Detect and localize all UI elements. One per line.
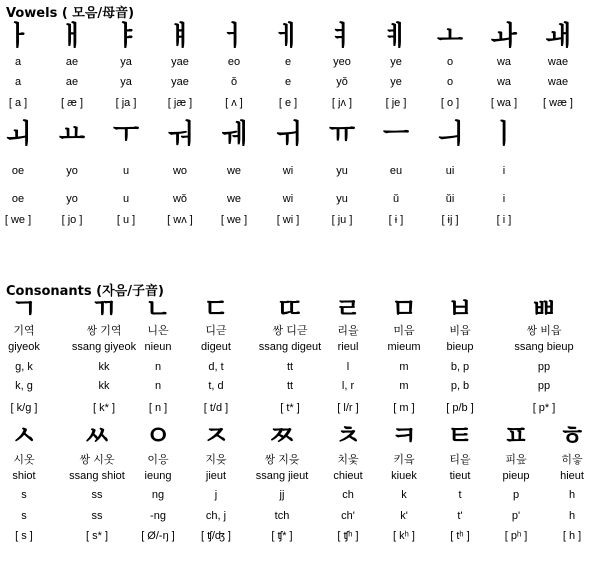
vowel-ipa: [ ɨ ] <box>388 214 404 226</box>
consonant-name-hangul: 리을 <box>337 325 359 337</box>
vowel-ipa: [ ʌ ] <box>225 97 243 109</box>
consonant-mccune-reischauer: p, b <box>450 380 470 392</box>
consonant-ipa: [ k* ] <box>92 402 116 414</box>
consonant-ipa: [ pʰ ] <box>504 530 528 542</box>
consonant-name-roman: kiuek <box>391 470 417 482</box>
consonant-name-roman: ssang digeut <box>258 341 322 353</box>
consonant-glyph: ㅇ <box>144 421 172 452</box>
vowel-glyph: ㅚ <box>4 119 32 150</box>
vowel-ipa: [ we ] <box>4 214 32 226</box>
vowel-glyph: ㅓ <box>220 21 248 52</box>
vowel-mccune-reischauer: oe <box>11 193 25 205</box>
vowel-mccune-reischauer: yŏ <box>336 76 348 88</box>
consonant-romanization: tt <box>286 361 294 373</box>
vowel-ipa: [ wʌ ] <box>167 214 193 226</box>
vowel-romanization: we <box>226 165 242 177</box>
consonant-ipa: [ n ] <box>148 402 168 414</box>
vowel-mccune-reischauer: a <box>14 76 22 88</box>
consonant-ipa: [ t* ] <box>280 402 300 414</box>
vowel-romanization: u <box>122 165 130 177</box>
vowel-mccune-reischauer: ŭ <box>392 193 400 205</box>
vowel-ipa: [ ja ] <box>115 97 137 109</box>
consonant-glyph: ㅋ <box>390 421 418 452</box>
vowel-ipa: [ wi ] <box>276 214 300 226</box>
vowel-mccune-reischauer: ya <box>120 76 132 88</box>
vowel-ipa: [ ɨj ] <box>441 214 459 226</box>
vowel-mccune-reischauer: ye <box>390 76 402 88</box>
vowel-glyph: ㅘ <box>490 21 518 52</box>
vowel-ipa: [ jo ] <box>61 214 83 226</box>
vowel-romanization: o <box>446 56 454 68</box>
vowel-glyph: ㅠ <box>328 119 356 150</box>
consonant-name-roman: bieup <box>446 341 474 353</box>
vowel-glyph: ㅜ <box>112 119 140 150</box>
consonant-mccune-reischauer: ch, j <box>205 510 227 522</box>
consonant-romanization: jj <box>279 489 285 501</box>
consonant-glyph: ㅆ <box>83 421 111 452</box>
vowel-romanization: yeo <box>333 56 351 68</box>
consonant-mccune-reischauer: m <box>399 380 409 392</box>
vowel-romanization: yo <box>66 165 78 177</box>
consonant-name-hangul: 지읒 <box>205 454 227 466</box>
vowel-romanization: ui <box>445 165 455 177</box>
consonant-name-hangul: 쌍 디귿 <box>272 325 308 337</box>
vowel-glyph: ㅕ <box>328 21 356 52</box>
consonant-name-roman: hieut <box>560 470 584 482</box>
consonant-name-hangul: 쌍 시옷 <box>79 454 115 466</box>
consonant-romanization: ng <box>151 489 165 501</box>
consonant-glyph: ㄹ <box>334 294 362 325</box>
vowel-mccune-reischauer: e <box>284 76 292 88</box>
consonant-ipa: [ kʰ ] <box>393 530 415 542</box>
vowel-glyph: ㅟ <box>274 119 302 150</box>
vowel-romanization: wae <box>547 56 569 68</box>
consonant-mccune-reischauer: kk <box>98 380 110 392</box>
consonant-name-roman: tieut <box>449 470 471 482</box>
consonant-mccune-reischauer: tt <box>286 380 294 392</box>
vowel-glyph: ㅙ <box>544 21 572 52</box>
consonant-romanization: kk <box>98 361 110 373</box>
vowel-romanization: i <box>502 165 506 177</box>
consonant-name-hangul: 미음 <box>393 325 415 337</box>
vowel-glyph: ㅣ <box>490 119 518 150</box>
consonant-ipa: [ p* ] <box>532 402 556 414</box>
consonant-name-hangul: 치읓 <box>337 454 359 466</box>
consonant-glyph: ㅍ <box>502 421 530 452</box>
consonant-romanization: h <box>568 489 576 501</box>
vowel-romanization: a <box>14 56 22 68</box>
consonant-romanization: d, t <box>208 361 224 373</box>
consonant-romanization: m <box>399 361 409 373</box>
consonant-name-hangul: 쌍 비읍 <box>526 325 562 337</box>
consonant-name-hangul: 키읔 <box>393 454 415 466</box>
vowel-ipa: [ jæ ] <box>167 97 193 109</box>
consonant-mccune-reischauer: t' <box>457 510 463 522</box>
consonant-ipa: [ s* ] <box>85 530 109 542</box>
vowel-glyph: ㅐ <box>58 21 86 52</box>
vowel-romanization: ya <box>120 56 132 68</box>
vowel-ipa: [ wæ ] <box>543 97 573 109</box>
consonant-ipa: [ p/b ] <box>446 402 474 414</box>
vowel-mccune-reischauer: yo <box>66 193 78 205</box>
vowel-ipa: [ e ] <box>278 97 298 109</box>
consonant-romanization: b, p <box>450 361 470 373</box>
consonant-glyph: ㄱ <box>10 294 38 325</box>
consonant-mccune-reischauer: p' <box>511 510 521 522</box>
consonant-name-hangul: 히읗 <box>561 454 583 466</box>
consonant-name-roman: giyeok <box>8 341 40 353</box>
consonant-ipa: [ ʧ/ʤ ] <box>201 530 231 542</box>
consonant-name-roman: jieut <box>205 470 227 482</box>
consonant-glyph: ㄷ <box>202 294 230 325</box>
consonant-glyph: ㅉ <box>268 421 296 452</box>
consonant-mccune-reischauer: k, g <box>15 380 33 392</box>
vowel-mccune-reischauer: ŭi <box>445 193 455 205</box>
vowel-glyph: ㅗ <box>436 21 464 52</box>
vowel-glyph: ㅔ <box>274 21 302 52</box>
consonant-mccune-reischauer: t, d <box>208 380 224 392</box>
consonant-mccune-reischauer: n <box>154 380 162 392</box>
vowel-mccune-reischauer: ae <box>65 76 79 88</box>
vowel-ipa: [ we ] <box>220 214 248 226</box>
consonant-glyph: ㄲ <box>90 294 118 325</box>
consonant-ipa: [ t/d ] <box>203 402 229 414</box>
consonant-glyph: ㅊ <box>334 421 362 452</box>
vowel-mccune-reischauer: ŏ <box>230 76 238 88</box>
consonant-romanization: g, k <box>15 361 33 373</box>
consonant-romanization: ss <box>91 489 103 501</box>
consonant-name-hangul: 쌍 지읒 <box>264 454 300 466</box>
vowel-mccune-reischauer: i <box>502 193 506 205</box>
consonant-name-hangul: 피읖 <box>505 454 527 466</box>
vowel-ipa: [ i ] <box>496 214 512 226</box>
consonant-romanization: p <box>512 489 520 501</box>
consonant-name-roman: digeut <box>201 341 231 353</box>
vowel-ipa: [ a ] <box>8 97 28 109</box>
consonant-name-roman: ssang shiot <box>69 470 125 482</box>
vowel-mccune-reischauer: wi <box>282 193 294 205</box>
consonant-name-hangul: 기역 <box>13 325 35 337</box>
consonant-name-roman: chieut <box>333 470 363 482</box>
vowel-glyph: ㅒ <box>166 21 194 52</box>
consonant-mccune-reischauer: tch <box>274 510 290 522</box>
vowel-mccune-reischauer: wa <box>496 76 512 88</box>
vowel-ipa: [ ju ] <box>331 214 353 226</box>
vowel-mccune-reischauer: yae <box>171 76 189 88</box>
consonant-name-roman: rieul <box>337 341 359 353</box>
consonant-romanization: pp <box>537 361 551 373</box>
vowel-glyph: ㅝ <box>166 119 194 150</box>
consonant-ipa: [ ʧʰ ] <box>337 530 359 542</box>
consonant-ipa: [ s ] <box>15 530 33 542</box>
vowel-ipa: [ u ] <box>116 214 136 226</box>
consonant-mccune-reischauer: k' <box>400 510 408 522</box>
vowel-ipa: [ jʌ ] <box>331 97 353 109</box>
consonant-glyph: ㅎ <box>558 421 586 452</box>
vowel-glyph: ㅖ <box>382 21 410 52</box>
consonant-ipa: [ l/r ] <box>337 402 359 414</box>
consonant-romanization: ch <box>342 489 354 501</box>
consonant-romanization: t <box>458 489 462 501</box>
vowel-romanization: yae <box>171 56 189 68</box>
consonant-mccune-reischauer: -ng <box>150 510 166 522</box>
vowels-heading: Vowels ( 모음/母音) <box>6 6 135 21</box>
vowel-romanization: ae <box>65 56 79 68</box>
consonant-ipa: [ k/g ] <box>10 402 38 414</box>
vowel-glyph: ㅢ <box>436 119 464 150</box>
consonant-name-hangul: 쌍 기역 <box>86 325 122 337</box>
consonant-glyph: ㅁ <box>390 294 418 325</box>
consonant-mccune-reischauer: s <box>21 510 27 522</box>
vowel-ipa: [ wa ] <box>490 97 518 109</box>
consonant-mccune-reischauer: pp <box>537 380 551 392</box>
consonant-mccune-reischauer: ch' <box>341 510 355 522</box>
consonant-name-roman: nieun <box>144 341 172 353</box>
vowel-romanization: oe <box>11 165 25 177</box>
consonant-name-roman: ssang giyeok <box>71 341 137 353</box>
vowel-mccune-reischauer: wae <box>547 76 569 88</box>
vowel-glyph: ㅡ <box>382 119 410 150</box>
vowel-romanization: wa <box>496 56 512 68</box>
consonant-name-hangul: 티읕 <box>449 454 471 466</box>
consonant-ipa: [ tʰ ] <box>450 530 470 542</box>
consonant-romanization: s <box>21 489 27 501</box>
vowel-romanization: e <box>284 56 292 68</box>
vowel-mccune-reischauer: o <box>446 76 454 88</box>
consonant-glyph: ㄴ <box>144 294 172 325</box>
consonant-name-hangul: 시옷 <box>13 454 35 466</box>
consonants-heading: Consonants (자음/子音) <box>6 284 164 299</box>
vowel-mccune-reischauer: wŏ <box>172 193 188 205</box>
vowel-glyph: ㅑ <box>112 21 140 52</box>
vowel-romanization: wi <box>282 165 294 177</box>
consonant-name-hangul: 디귿 <box>205 325 227 337</box>
consonant-glyph: ㅅ <box>10 421 38 452</box>
consonant-ipa: [ ʧ* ] <box>271 530 293 542</box>
consonant-glyph: ㅈ <box>202 421 230 452</box>
consonant-name-hangul: 비읍 <box>449 325 471 337</box>
vowel-glyph: ㅞ <box>220 119 248 150</box>
consonant-romanization: j <box>214 489 218 501</box>
consonant-name-roman: shiot <box>12 470 36 482</box>
vowel-ipa: [ je ] <box>385 97 407 109</box>
vowel-romanization: yu <box>336 165 348 177</box>
consonant-ipa: [ h ] <box>562 530 582 542</box>
consonant-glyph: ㅌ <box>446 421 474 452</box>
consonant-mccune-reischauer: h <box>568 510 576 522</box>
consonant-name-roman: ssang jieut <box>255 470 309 482</box>
vowel-mccune-reischauer: u <box>122 193 130 205</box>
vowel-ipa: [ o ] <box>440 97 460 109</box>
vowel-romanization: eo <box>227 56 241 68</box>
consonant-ipa: [ m ] <box>393 402 415 414</box>
consonant-name-roman: ieung <box>144 470 172 482</box>
consonant-name-roman: pieup <box>502 470 530 482</box>
consonant-name-hangul: 이응 <box>147 454 169 466</box>
vowel-romanization: eu <box>389 165 403 177</box>
consonant-name-roman: mieum <box>387 341 421 353</box>
consonant-name-roman: ssang bieup <box>514 341 574 353</box>
consonant-mccune-reischauer: l, r <box>341 380 355 392</box>
vowel-mccune-reischauer: yu <box>336 193 348 205</box>
consonant-glyph: ㄸ <box>276 294 304 325</box>
consonant-name-hangul: 니은 <box>147 325 169 337</box>
consonant-ipa: [ Ø/-ŋ ] <box>141 530 175 542</box>
vowel-glyph: ㅛ <box>58 119 86 150</box>
consonant-mccune-reischauer: ss <box>91 510 103 522</box>
consonant-romanization: n <box>154 361 162 373</box>
consonant-glyph: ㅃ <box>530 294 558 325</box>
vowel-romanization: wo <box>172 165 188 177</box>
consonant-romanization: k <box>401 489 407 501</box>
vowel-romanization: ye <box>390 56 402 68</box>
vowel-glyph: ㅏ <box>4 21 32 52</box>
consonant-glyph: ㅂ <box>446 294 474 325</box>
vowel-mccune-reischauer: we <box>226 193 242 205</box>
vowel-ipa: [ æ ] <box>60 97 84 109</box>
consonant-romanization: l <box>346 361 350 373</box>
